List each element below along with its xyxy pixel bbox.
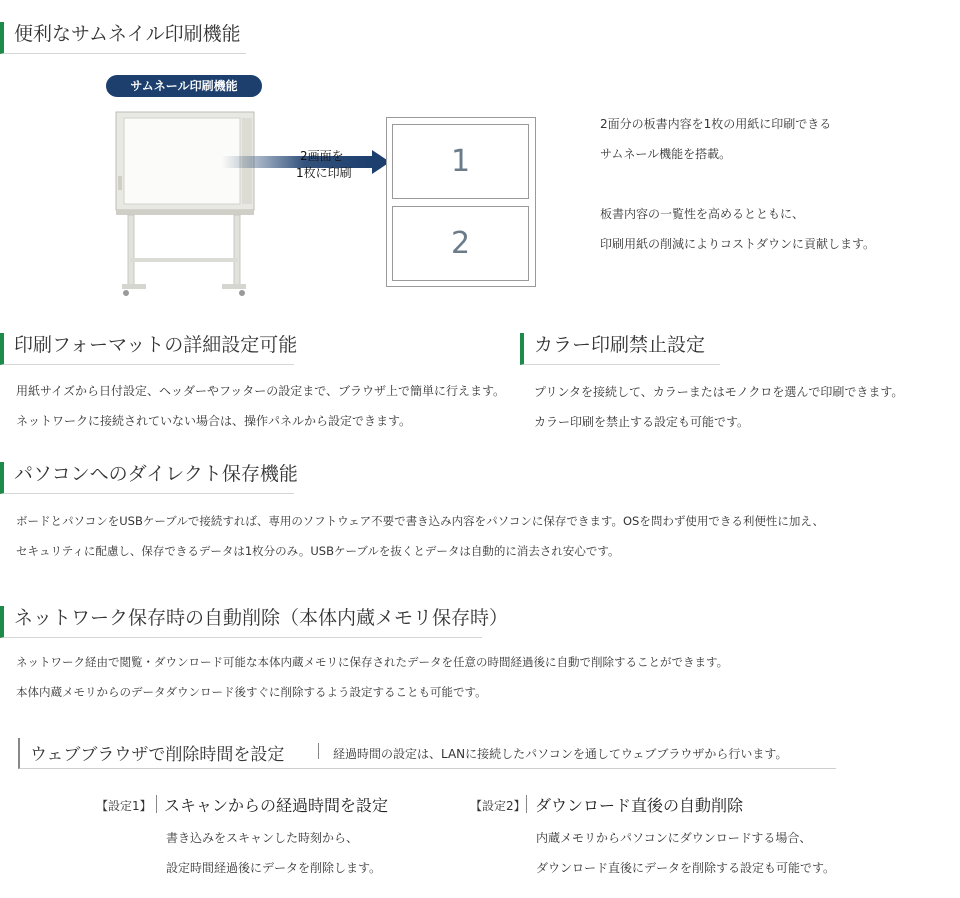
setting1-line-2: 設定時間経過後にデータを削除します。 xyxy=(166,861,382,875)
thumbnail-page-2: 2 xyxy=(392,206,529,281)
setting1-line-1: 書き込みをスキャンした時刻から、 xyxy=(166,831,359,845)
arrow-label-1: 2画面を xyxy=(300,149,344,163)
setting2-line-2: ダウンロード直後にデータを削除する設定も可能です。 xyxy=(536,861,836,875)
color-line-2: カラー印刷を禁止する設定も可能です。 xyxy=(534,415,750,429)
section-title-format: 印刷フォーマットの詳細設定可能 xyxy=(0,333,294,365)
section-title-thumbnail: 便利なサムネイル印刷機能 xyxy=(0,22,246,54)
setting2-label: 【設定2】 xyxy=(470,799,526,813)
web-subsection-note: 経過時間の設定は、LANに接続したパソコンを通してウェブブラウザから行います。 xyxy=(333,747,788,761)
section-title-color: カラー印刷禁止設定 xyxy=(520,333,720,365)
format-line-2: ネットワークに接続されていない場合は、操作パネルから設定できます。 xyxy=(16,414,412,428)
setting1-title: スキャンからの経過時間を設定 xyxy=(164,796,389,815)
direct-line-1: ボードとパソコンをUSBケーブルで接続すれば、専用のソフトウェア不要で書き込み内容をパソコンに保存できます。OSを問わず使用できる利便性に加え、 xyxy=(16,514,825,528)
setting1-separator xyxy=(156,795,157,813)
color-line-1: プリンタを接続して、カラーまたはモノクロを選んで印刷できます。 xyxy=(534,385,904,399)
section-title-network: ネットワーク保存時の自動削除（本体内蔵メモリ保存時） xyxy=(0,606,482,638)
whiteboard-illustration xyxy=(110,108,260,298)
web-title-separator xyxy=(318,743,319,759)
arrow-label-2: 1枚に印刷 xyxy=(296,166,352,180)
setting1-label: 【設定1】 xyxy=(96,799,152,813)
thumbnail-desc-2: サムネール機能を搭載。 xyxy=(600,147,732,161)
network-line-2: 本体内蔵メモリからのデータダウンロード後すぐに削除するよう設定することも可能です。 xyxy=(16,685,487,699)
thumbnail-page-1: 1 xyxy=(392,124,529,199)
setting2-title: ダウンロード直後の自動削除 xyxy=(535,796,744,815)
network-line-1: ネットワーク経由で閲覧・ダウンロード可能な本体内蔵メモリに保存されたデータを任意の時間経過後に自動で削除することができます。 xyxy=(16,655,729,669)
setting2-separator xyxy=(526,795,527,813)
web-subsection-title: ウェブブラウザで削除時間を設定 xyxy=(30,745,285,765)
setting2-line-1: 内蔵メモリからパソコンにダウンロードする場合、 xyxy=(536,831,812,845)
format-line-1: 用紙サイズから日付設定、ヘッダーやフッターの設定まで、ブラウザ上で簡単に行えます。 xyxy=(16,384,506,398)
section-title-direct: パソコンへのダイレクト保存機能 xyxy=(0,462,294,494)
direct-line-2: セキュリティに配慮し、保存できるデータは1枚分のみ。USBケーブルを抜くとデータは自動的に消去され安心です。 xyxy=(16,544,620,558)
thumbnail-desc-1: 2面分の板書内容を1枚の用紙に印刷できる xyxy=(600,117,832,131)
thumbnail-desc-4: 印刷用紙の削減によりコストダウンに貢献します。 xyxy=(600,237,876,251)
thumbnail-badge: サムネール印刷機能 xyxy=(106,75,262,97)
thumbnail-desc-3: 板書内容の一覧性を高めるとともに、 xyxy=(600,207,805,221)
